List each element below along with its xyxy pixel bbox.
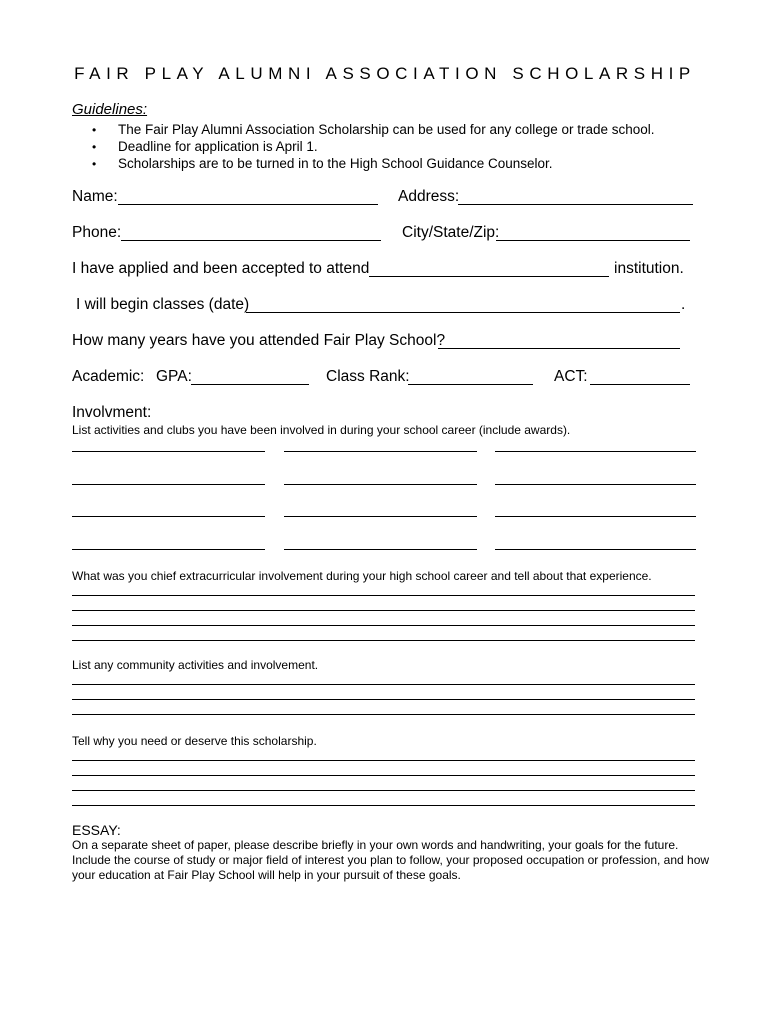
- address-label: Address:: [398, 188, 460, 205]
- answer-line[interactable]: [72, 699, 695, 700]
- years-label: How many years have you attended Fair Play School?: [72, 332, 446, 349]
- activity-line[interactable]: [72, 484, 265, 485]
- activity-line[interactable]: [72, 549, 265, 550]
- institution-field[interactable]: [369, 276, 609, 277]
- gpa-label: GPA:: [156, 368, 192, 385]
- bullet-icon: •: [92, 140, 97, 154]
- institution-label: institution.: [614, 260, 684, 277]
- answer-line[interactable]: [72, 760, 695, 761]
- guidelines-heading: Guidelines:: [72, 101, 148, 118]
- activity-line[interactable]: [284, 484, 477, 485]
- essay-instructions: On a separate sheet of paper, please describe briefly in your own words and handwriting, your goals for the future. Include the course of study or major field of interest you plan to follow, your proposed occupation or profession, and how your education at Fair Play School will help in your pursuit of these goals.: [72, 838, 710, 882]
- involvement-heading: Involvment:: [72, 404, 152, 421]
- why-prompt: Tell why you need or deserve this scholarship.: [72, 734, 317, 748]
- activity-line[interactable]: [495, 516, 696, 517]
- phone-label: Phone:: [72, 224, 122, 241]
- answer-line[interactable]: [72, 640, 695, 641]
- class-rank-label: Class Rank:: [326, 368, 410, 385]
- activity-line[interactable]: [495, 549, 696, 550]
- activity-line[interactable]: [72, 451, 265, 452]
- activity-line[interactable]: [284, 549, 477, 550]
- address-field[interactable]: [458, 204, 693, 205]
- city-state-zip-label: City/State/Zip:: [402, 224, 500, 241]
- city-state-zip-field[interactable]: [496, 240, 690, 241]
- answer-line[interactable]: [72, 595, 695, 596]
- begin-date-field[interactable]: [246, 312, 680, 313]
- years-field[interactable]: [438, 348, 680, 349]
- activity-line[interactable]: [495, 451, 696, 452]
- activity-line[interactable]: [284, 516, 477, 517]
- act-label: ACT:: [554, 368, 588, 385]
- answer-line[interactable]: [72, 610, 695, 611]
- answer-line[interactable]: [72, 714, 695, 715]
- bullet-icon: •: [92, 123, 97, 137]
- answer-line[interactable]: [72, 790, 695, 791]
- form-title: FAIR PLAY ALUMNI ASSOCIATION SCHOLARSHIP: [74, 64, 696, 83]
- act-field[interactable]: [590, 384, 690, 385]
- name-field[interactable]: [118, 204, 378, 205]
- involvement-prompt: List activities and clubs you have been involved in during your school career (include awards).: [72, 423, 571, 437]
- class-rank-field[interactable]: [408, 384, 533, 385]
- gpa-field[interactable]: [191, 384, 309, 385]
- guideline-item: • Scholarships are to be turned in to the High School Guidance Counselor.: [92, 156, 553, 171]
- begin-classes-label: I will begin classes (date): [76, 296, 250, 313]
- academic-label: Academic:: [72, 368, 145, 385]
- applied-label: I have applied and been accepted to attend: [72, 260, 370, 277]
- answer-line[interactable]: [72, 805, 695, 806]
- answer-line[interactable]: [72, 625, 695, 626]
- guideline-item: • The Fair Play Alumni Association Scholarship can be used for any college or trade school.: [92, 122, 655, 137]
- guideline-item: • Deadline for application is April 1.: [92, 139, 318, 154]
- activity-line[interactable]: [284, 451, 477, 452]
- answer-line[interactable]: [72, 684, 695, 685]
- essay-heading: ESSAY:: [72, 822, 121, 838]
- answer-line[interactable]: [72, 775, 695, 776]
- activity-line[interactable]: [72, 516, 265, 517]
- community-prompt: List any community activities and involvement.: [72, 658, 319, 672]
- name-label: Name:: [72, 188, 118, 205]
- begin-period: .: [681, 296, 686, 313]
- bullet-icon: •: [92, 157, 97, 171]
- phone-field[interactable]: [121, 240, 381, 241]
- chief-involvement-prompt: What was you chief extracurricular involvement during your high school career and tell about that experience.: [72, 569, 652, 583]
- activity-line[interactable]: [495, 484, 696, 485]
